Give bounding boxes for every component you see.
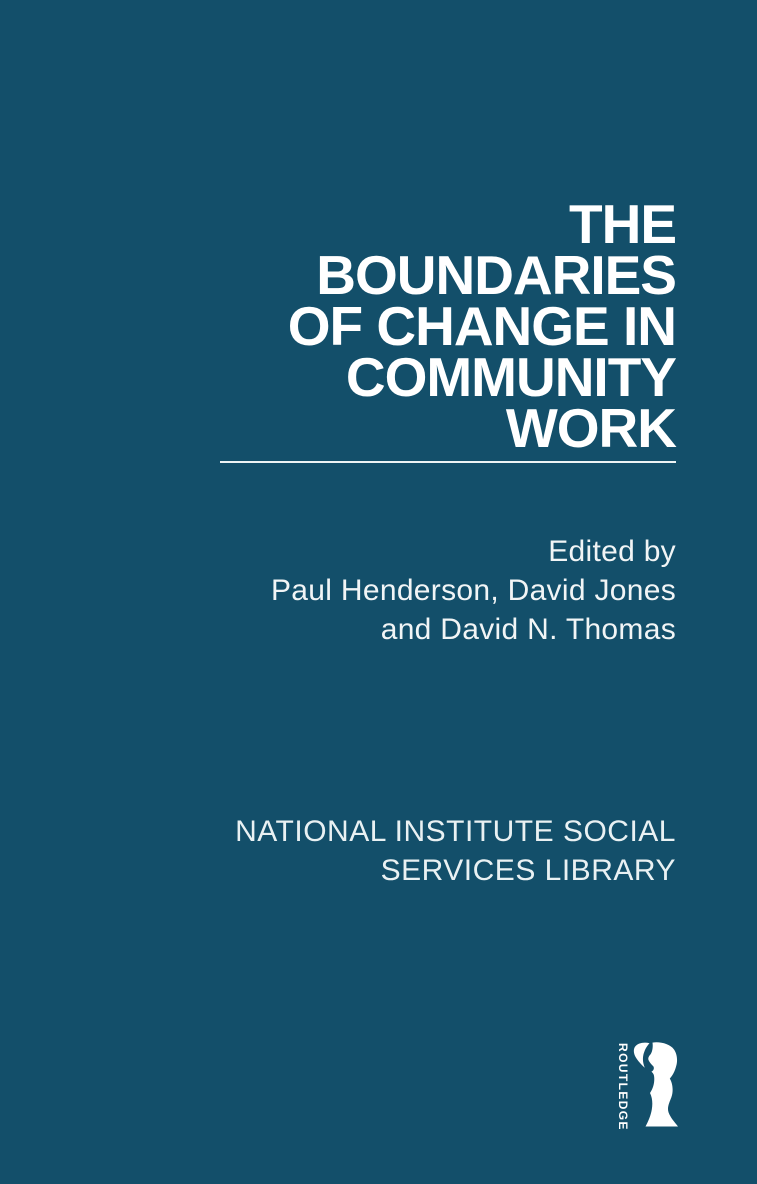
- title-line: OF CHANGE IN: [287, 295, 676, 357]
- title-underline: [220, 461, 676, 463]
- edited-by-label: Edited by: [548, 535, 676, 568]
- series-line: SERVICES LIBRARY: [380, 854, 676, 887]
- title-line: COMMUNITY: [345, 346, 676, 408]
- series-title: [116, 812, 676, 890]
- title-line: BOUNDARIES: [316, 244, 676, 306]
- title-line: WORK: [505, 397, 676, 459]
- editors-block: [156, 532, 676, 649]
- series-line: NATIONAL INSTITUTE SOCIAL: [235, 815, 676, 848]
- routledge-wordmark: ROUTLEDGE: [616, 1043, 630, 1131]
- editor-names-line: Paul Henderson, David Jones: [271, 574, 676, 607]
- editor-names-line: and David N. Thomas: [380, 613, 676, 646]
- book-title: [156, 193, 676, 459]
- title-line: THE: [569, 193, 676, 255]
- routledge-r-face-icon: [633, 1042, 678, 1128]
